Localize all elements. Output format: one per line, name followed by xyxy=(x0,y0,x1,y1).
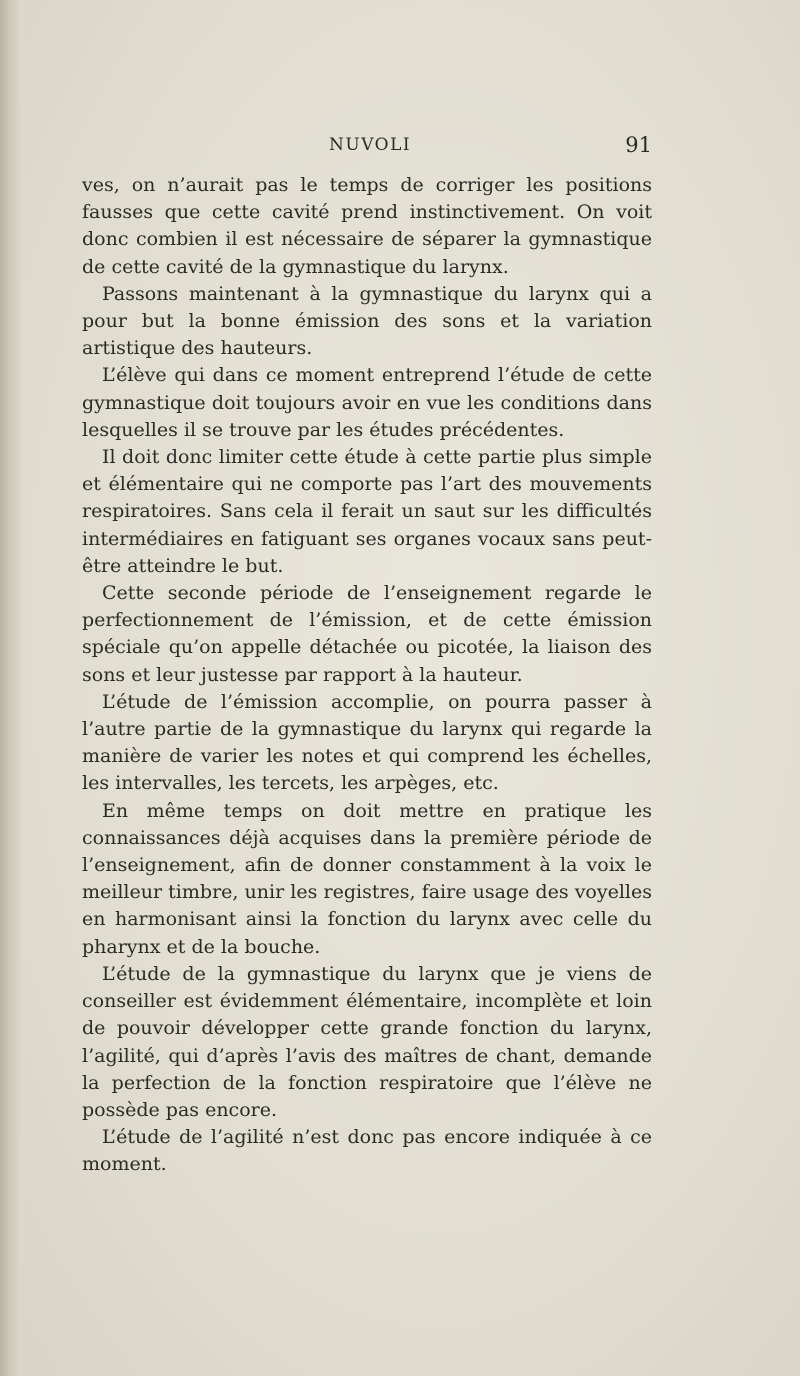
body-text xyxy=(82,172,652,1179)
page-number: 91 xyxy=(625,133,652,157)
page-header xyxy=(82,133,652,159)
paragraph: L’étude de la gymnastique du larynx que je viens de conseiller est évidemment élémentaire, incomplète et loin de pouvoir développer cette grande fonction du larynx, l’agilité, qui d’après l’avis des maîtres de chant, demande la perfection de la fonction respiratoire que l’élève ne possède pas encore. xyxy=(82,962,652,1121)
paragraph: En même temps on doit mettre en pratique les connaissances déjà acquises dans la première période de l’enseignement, afin de donner constamment à la voix le meilleur timbre, unir les registres, faire usage des voyelles en harmonisant ainsi la fonction du larynx avec celle du pharynx et de la bouche. xyxy=(82,799,652,958)
page-gutter xyxy=(0,0,22,1376)
paragraph: L’étude de l’agilité n’est donc pas encore indiquée à ce moment. xyxy=(82,1126,652,1176)
paragraph: ves, on n’aurait pas le temps de corriger les positions fausses que cette cavité prend instinctivement. On voit donc combien il est nécessaire de séparer la gymnastique de cette cavité de la gymnastique du larynx. xyxy=(82,174,652,278)
paragraph: Passons maintenant à la gymnastique du larynx qui a pour but la bonne émission des sons et la variation artistique des hauteurs. xyxy=(82,282,652,360)
paragraph: L’élève qui dans ce moment entreprend l’étude de cette gymnastique doit toujours avoir en vue les conditions dans lesquelles il se trouve par les études précédentes. xyxy=(82,364,652,441)
paragraph: Il doit donc limiter cette étude à cette partie plus simple et élémentaire qui ne comporte pas l’art des mouvements respiratoires. Sans cela il ferait un saut sur les difficultés intermédiaires en fatiguant ses organes vocaux sans peut-être atteindre le but. xyxy=(82,446,652,577)
running-head: NUVOLI xyxy=(329,135,412,155)
paragraph: L’étude de l’émission accomplie, on pourra passer à l’autre partie de la gymnastique du larynx qui regarde la manière de varier les notes et qui comprend les échelles, les intervalles, les tercets, les arpèges, etc. xyxy=(82,690,652,795)
paragraph: Cette seconde période de l’enseignement regarde le perfectionnement de l’émission, et de cette émission spéciale qu’on appelle détachée ou picotée, la liaison des sons et leur justesse par rapport à la hauteur. xyxy=(82,582,652,686)
